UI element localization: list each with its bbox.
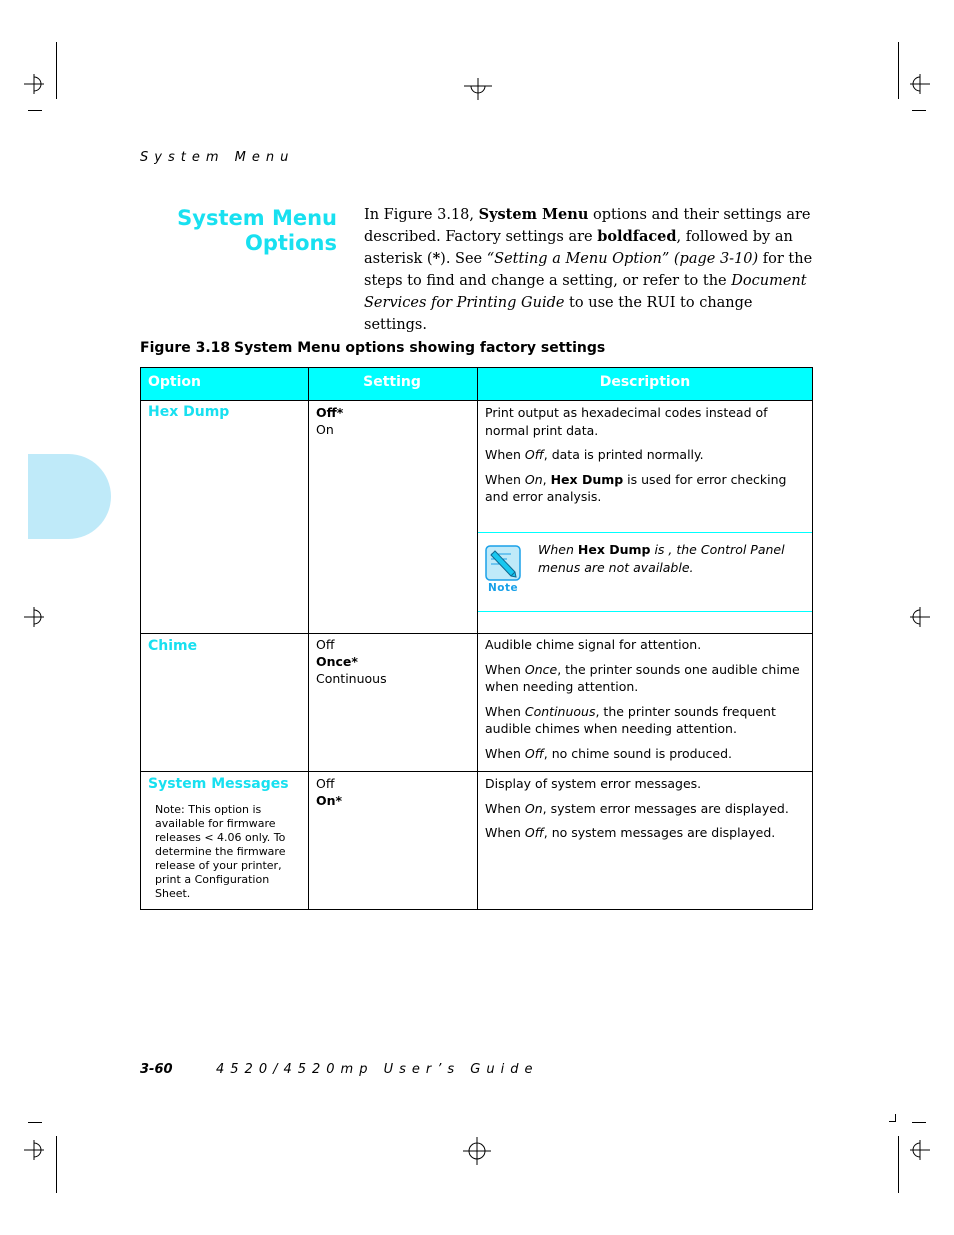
description-text: Audible chime signal for attention. xyxy=(485,637,702,652)
description-text: When Continuous, the printer sounds frequent audible chimes when needing attention. xyxy=(485,703,776,736)
crop-mark xyxy=(28,110,42,111)
description-text: When On, system error messages are displayed. xyxy=(485,800,789,816)
header-option: Option xyxy=(148,374,201,390)
registration-mark-icon xyxy=(24,74,44,94)
setting-value: On xyxy=(316,422,334,437)
section-title-line: Options xyxy=(245,231,337,255)
description-text: When On, Hex Dump is used for error checking and error analysis. xyxy=(485,471,787,504)
intro-text: options and their settings are described. Factory settings are xyxy=(364,207,811,245)
registration-mark-icon xyxy=(910,1140,930,1160)
footer-title: 4520/4520mp User’s Guide xyxy=(216,1062,539,1077)
intro-paragraph xyxy=(364,204,819,336)
option-hex-dump: Hex Dump xyxy=(148,404,230,420)
registration-mark-icon xyxy=(464,78,492,100)
option-system-messages: System Messages xyxy=(148,776,289,792)
setting-value-default: On* xyxy=(316,793,343,808)
row-divider xyxy=(141,633,812,634)
option-note: Note: This option is available for firmware releases < 4.06 only. To determine the firmware release of your printer, print a Configuration Sheet. xyxy=(155,803,286,900)
intro-text: for the steps to find and change a setting, or refer to the xyxy=(364,251,813,289)
registration-mark-icon xyxy=(463,1137,491,1165)
options-table xyxy=(140,367,813,910)
crop-mark xyxy=(889,1121,896,1122)
crop-mark xyxy=(28,1122,42,1123)
intro-text: , followed by an asterisk ( xyxy=(364,229,793,267)
intro-bold: * xyxy=(432,250,441,267)
note-divider xyxy=(478,611,812,612)
description-text: When Once, the printer sounds one audible chime when needing attention. xyxy=(485,661,800,694)
figure-title: System Menu options showing factory settings xyxy=(234,340,606,356)
registration-mark-icon xyxy=(24,1140,44,1160)
setting-value: Off xyxy=(316,637,335,652)
header-description: Description xyxy=(599,374,691,390)
figure-number: Figure 3.18 xyxy=(140,340,231,356)
document-reference: Document Services for Printing Guide xyxy=(364,273,807,311)
setting-value: Off xyxy=(316,776,335,791)
crop-mark xyxy=(898,1136,899,1193)
intro-text: to use the RUI to change settings. xyxy=(364,295,753,333)
intro-text: In Figure 3.18, xyxy=(364,207,479,223)
setting-list xyxy=(316,636,387,687)
registration-mark-icon xyxy=(910,74,930,94)
figure-caption xyxy=(140,340,605,356)
description-chime xyxy=(485,636,810,769)
intro-bold: boldfaced xyxy=(597,228,677,245)
page-number: 3-60 xyxy=(140,1062,173,1077)
intro-bold: System Menu xyxy=(478,206,589,223)
crop-mark xyxy=(56,1136,57,1193)
setting-value: Continuous xyxy=(316,671,387,686)
section-title xyxy=(150,206,337,256)
column-divider xyxy=(477,368,478,909)
description-text: When Off, data is printed normally. xyxy=(485,447,704,462)
description-text: When Off, no chime sound is produced. xyxy=(485,745,732,761)
note-divider xyxy=(478,532,812,533)
description-system-messages xyxy=(485,775,810,849)
crop-mark xyxy=(912,1122,926,1123)
header-setting: Setting xyxy=(363,374,421,390)
note-text: When Hex Dump is , the Control Panel menus are not available. xyxy=(538,542,785,575)
description-text: Display of system error messages. xyxy=(485,776,702,791)
setting-value-default: Off* xyxy=(316,405,344,420)
registration-mark-icon xyxy=(24,607,44,627)
crop-mark xyxy=(56,42,57,99)
description-hex-dump xyxy=(485,404,810,513)
running-head: System Menu xyxy=(140,150,295,165)
registration-mark-icon xyxy=(910,607,930,627)
crop-mark xyxy=(912,110,926,111)
section-title-line: System Menu xyxy=(177,206,337,230)
description-text: When Off, no system messages are displayed. xyxy=(485,825,776,840)
setting-list xyxy=(316,404,343,438)
setting-value-default: Once* xyxy=(316,654,358,669)
intro-text: ). See xyxy=(440,251,487,267)
setting-list xyxy=(316,775,342,809)
description-text: Print output as hexadecimal codes instead of normal print data. xyxy=(485,405,768,438)
chapter-tab xyxy=(28,454,111,539)
column-divider xyxy=(308,368,309,909)
row-divider xyxy=(141,771,812,772)
note-pencil-icon xyxy=(485,545,521,581)
cross-reference-link[interactable]: “Setting a Menu Option” (page 3-10) xyxy=(486,251,759,267)
crop-mark xyxy=(898,42,899,99)
option-chime: Chime xyxy=(148,638,198,654)
note-label: Note xyxy=(488,582,519,594)
